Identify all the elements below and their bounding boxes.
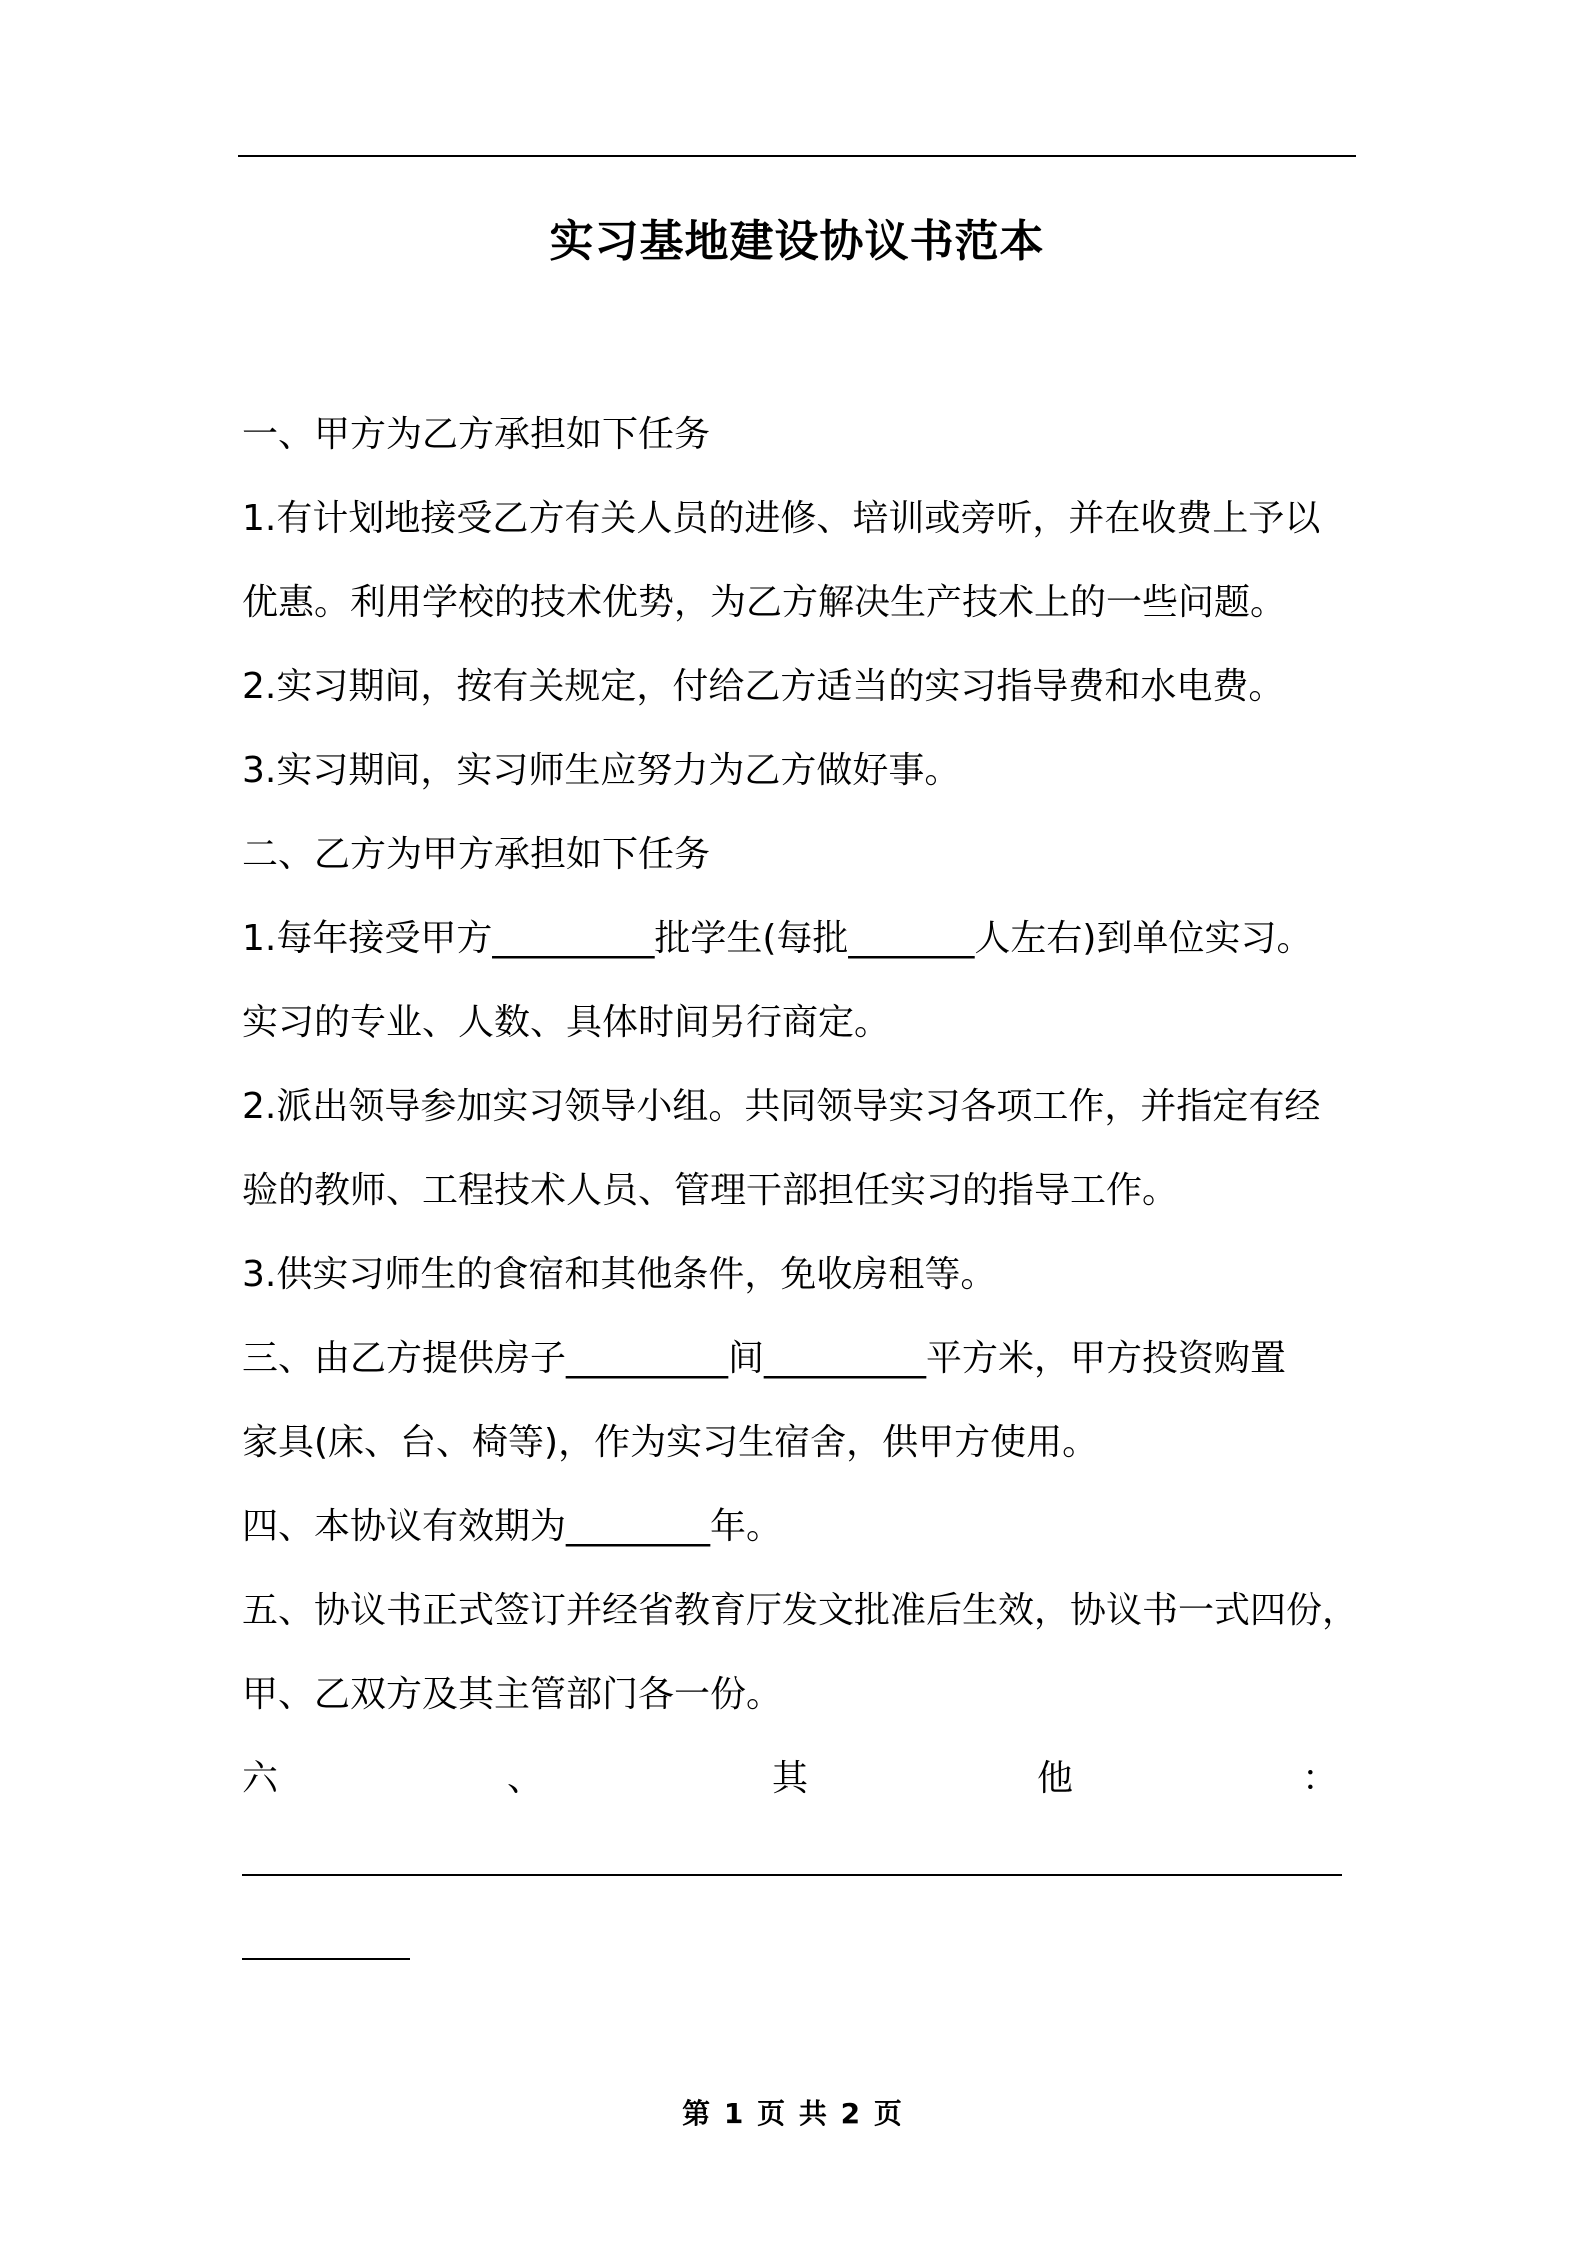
section-heading-3: 三、由乙方提供房子_________间_________平方米，甲方投资购置 (242, 1338, 1287, 1379)
section-heading-5: 五、协议书正式签订并经省教育厅发文批准后生效，协议书一式四份， (242, 1590, 1359, 1631)
paragraph-line: 3.实习期间，实习师生应努力为乙方做好事。 (242, 750, 961, 791)
paragraph-line: 验的教师、工程技术人员、管理干部担任实习的指导工作。 (242, 1170, 1179, 1211)
page-number-footer: 第 1 页 共 2 页 (682, 2097, 904, 2130)
section-heading-6 (242, 1754, 1338, 1804)
fill-in-blank-line (242, 1958, 410, 1960)
paragraph-line: 1.有计划地接受乙方有关人员的进修、培训或旁听，并在收费上予以 (242, 498, 1321, 539)
heading-char: 他 (1036, 1758, 1073, 1799)
paragraph-line: 甲、乙双方及其主管部门各一份。 (242, 1674, 783, 1715)
heading-char: 其 (771, 1758, 808, 1799)
paragraph-line: 优惠。利用学校的技术优势，为乙方解决生产技术上的一些问题。 (242, 582, 1287, 623)
paragraph-line: 家具(床、台、椅等)，作为实习生宿舍，供甲方使用。 (242, 1422, 1099, 1463)
heading-char: ： (1301, 1758, 1338, 1799)
paragraph-line: 2.派出领导参加实习领导小组。共同领导实习各项工作，并指定有经 (242, 1086, 1321, 1127)
paragraph-line: 1.每年接受甲方_________批学生(每批_______人左右)到单位实习。 (242, 918, 1313, 959)
section-heading-4: 四、本协议有效期为________年。 (242, 1506, 783, 1547)
heading-char: 六 (242, 1758, 279, 1799)
paragraph-line: 实习的专业、人数、具体时间另行商定。 (242, 1002, 891, 1043)
heading-char: 、 (506, 1758, 543, 1799)
section-heading-2: 二、乙方为甲方承担如下任务 (242, 834, 711, 875)
paragraph-line: 2.实习期间，按有关规定，付给乙方适当的实习指导费和水电费。 (242, 666, 1285, 707)
header-rule (238, 155, 1356, 157)
fill-in-blank-line (242, 1874, 1342, 1876)
paragraph-line: 3.供实习师生的食宿和其他条件，免收房租等。 (242, 1254, 997, 1295)
document-title: 实习基地建设协议书范本 (549, 216, 1045, 267)
section-heading-1: 一、甲方为乙方承担如下任务 (242, 414, 711, 455)
